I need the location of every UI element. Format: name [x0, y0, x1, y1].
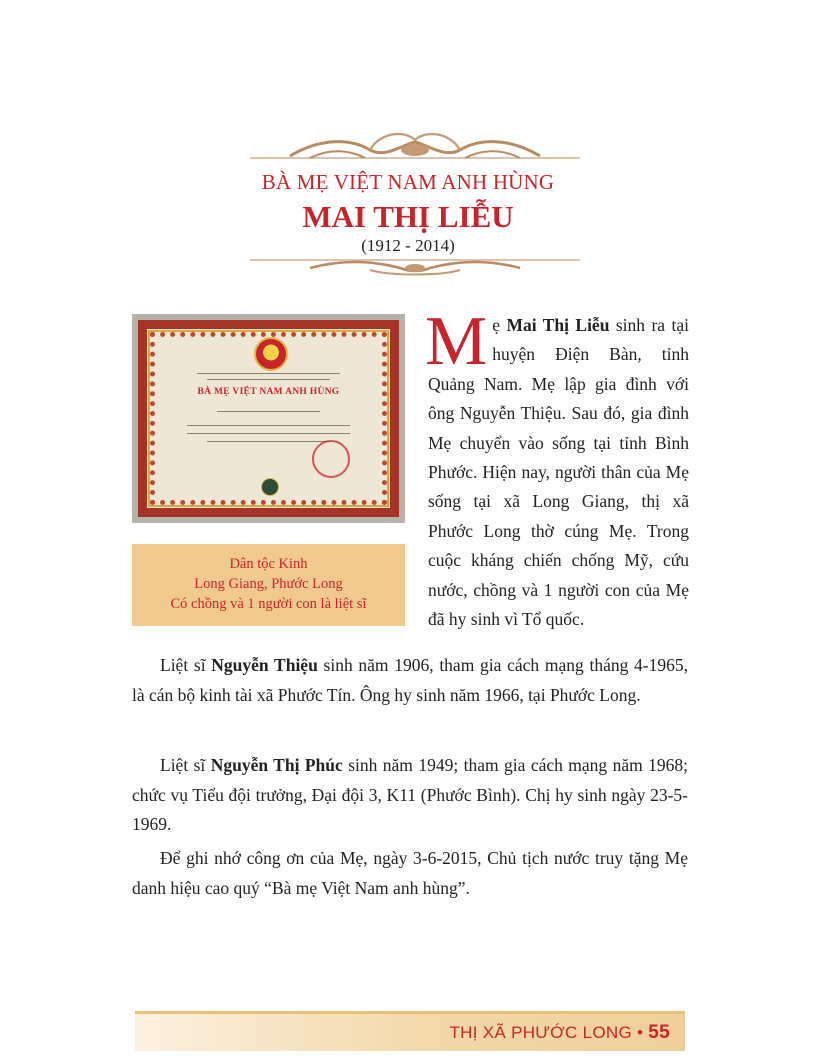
certificate-text-line	[187, 433, 350, 434]
paragraph-daughter	[132, 751, 688, 840]
certificate-title: BÀ MẸ VIỆT NAM ANH HÙNG	[197, 387, 340, 397]
paragraph-husband	[132, 651, 688, 710]
caption-location: Long Giang, Phước Long	[194, 576, 343, 592]
top-ornament-icon	[250, 128, 580, 170]
bottom-ornament-icon	[250, 256, 580, 278]
intro-text: sinh ra tại huyện Điện Bàn, tỉnh Quảng Nam. Mẹ lập gia đình với ông Nguyễn Thiệu. Sau đó, gia đình Mẹ chuyển vào sống tại tỉnh Bình Phước. Hiện nay, người thân của Mẹ sống tại xã Long Giang, thị xã Phước Long thờ cúng Mẹ. Trong cuộc kháng chiến chống Mỹ, cứu nước, chồng và 1 người con của Mẹ đã hy sinh vì Tổ quốc.	[428, 315, 689, 630]
national-emblem-icon	[254, 337, 288, 371]
paragraph-text: sinh năm 1906, tham gia cách mạng tháng 4-1965, là cán bộ kinh tài xã Phước Tín. Ông hy sinh năm 1966, tại Phước Long.	[132, 655, 688, 705]
intro-prefix: ẹ	[492, 315, 507, 335]
certificate-photo	[132, 314, 405, 523]
intro-name: Mai Thị Liễu	[506, 315, 610, 335]
certificate-text-line	[207, 379, 330, 380]
intro-paragraph	[425, 303, 689, 634]
page-subtitle: BÀ MẸ VIỆT NAM ANH HÙNG	[261, 170, 555, 194]
paragraph-prefix: Liệt sĩ	[160, 655, 212, 675]
certificate-text-line	[197, 373, 340, 374]
drop-cap: M	[425, 303, 488, 380]
certificate-seal-icon	[261, 478, 279, 496]
martyr-name: Nguyễn Thị Phúc	[210, 755, 343, 775]
red-stamp-icon	[312, 440, 350, 478]
life-years: (1912 - 2014)	[361, 236, 455, 255]
certificate-text-line	[187, 425, 350, 426]
certificate-frame	[138, 320, 399, 517]
caption-box	[132, 544, 405, 626]
caption-family: Có chồng và 1 người con là liệt sĩ	[170, 596, 367, 612]
footer-bar	[135, 1011, 685, 1051]
certificate-text-line	[207, 441, 330, 442]
caption-ethnicity: Dân tộc Kinh	[229, 556, 308, 572]
paragraph-award: Để ghi nhớ công ơn của Mẹ, ngày 3-6-2015, Chủ tịch nước truy tặng Mẹ danh hiệu cao quý “Bà mẹ Việt Nam anh hùng”.	[132, 848, 688, 898]
certificate-text-line	[217, 411, 320, 412]
footer-running-title	[449, 1022, 670, 1044]
paragraph-prefix: Liệt sĩ	[160, 755, 211, 775]
page-number: 55	[648, 1022, 670, 1043]
page-title: MAI THỊ LIỄU	[302, 199, 514, 234]
martyr-name: Nguyễn Thiệu	[211, 655, 318, 675]
footer-label: THỊ XÃ PHƯỚC LONG •	[449, 1023, 649, 1042]
paragraph-text: sinh năm 1949; tham gia cách mạng năm 1968; chức vụ Tiểu đội trưởng, Đại đội 3, K11 (Phước Bình). Chị hy sinh ngày 23-5-1969.	[132, 755, 688, 834]
